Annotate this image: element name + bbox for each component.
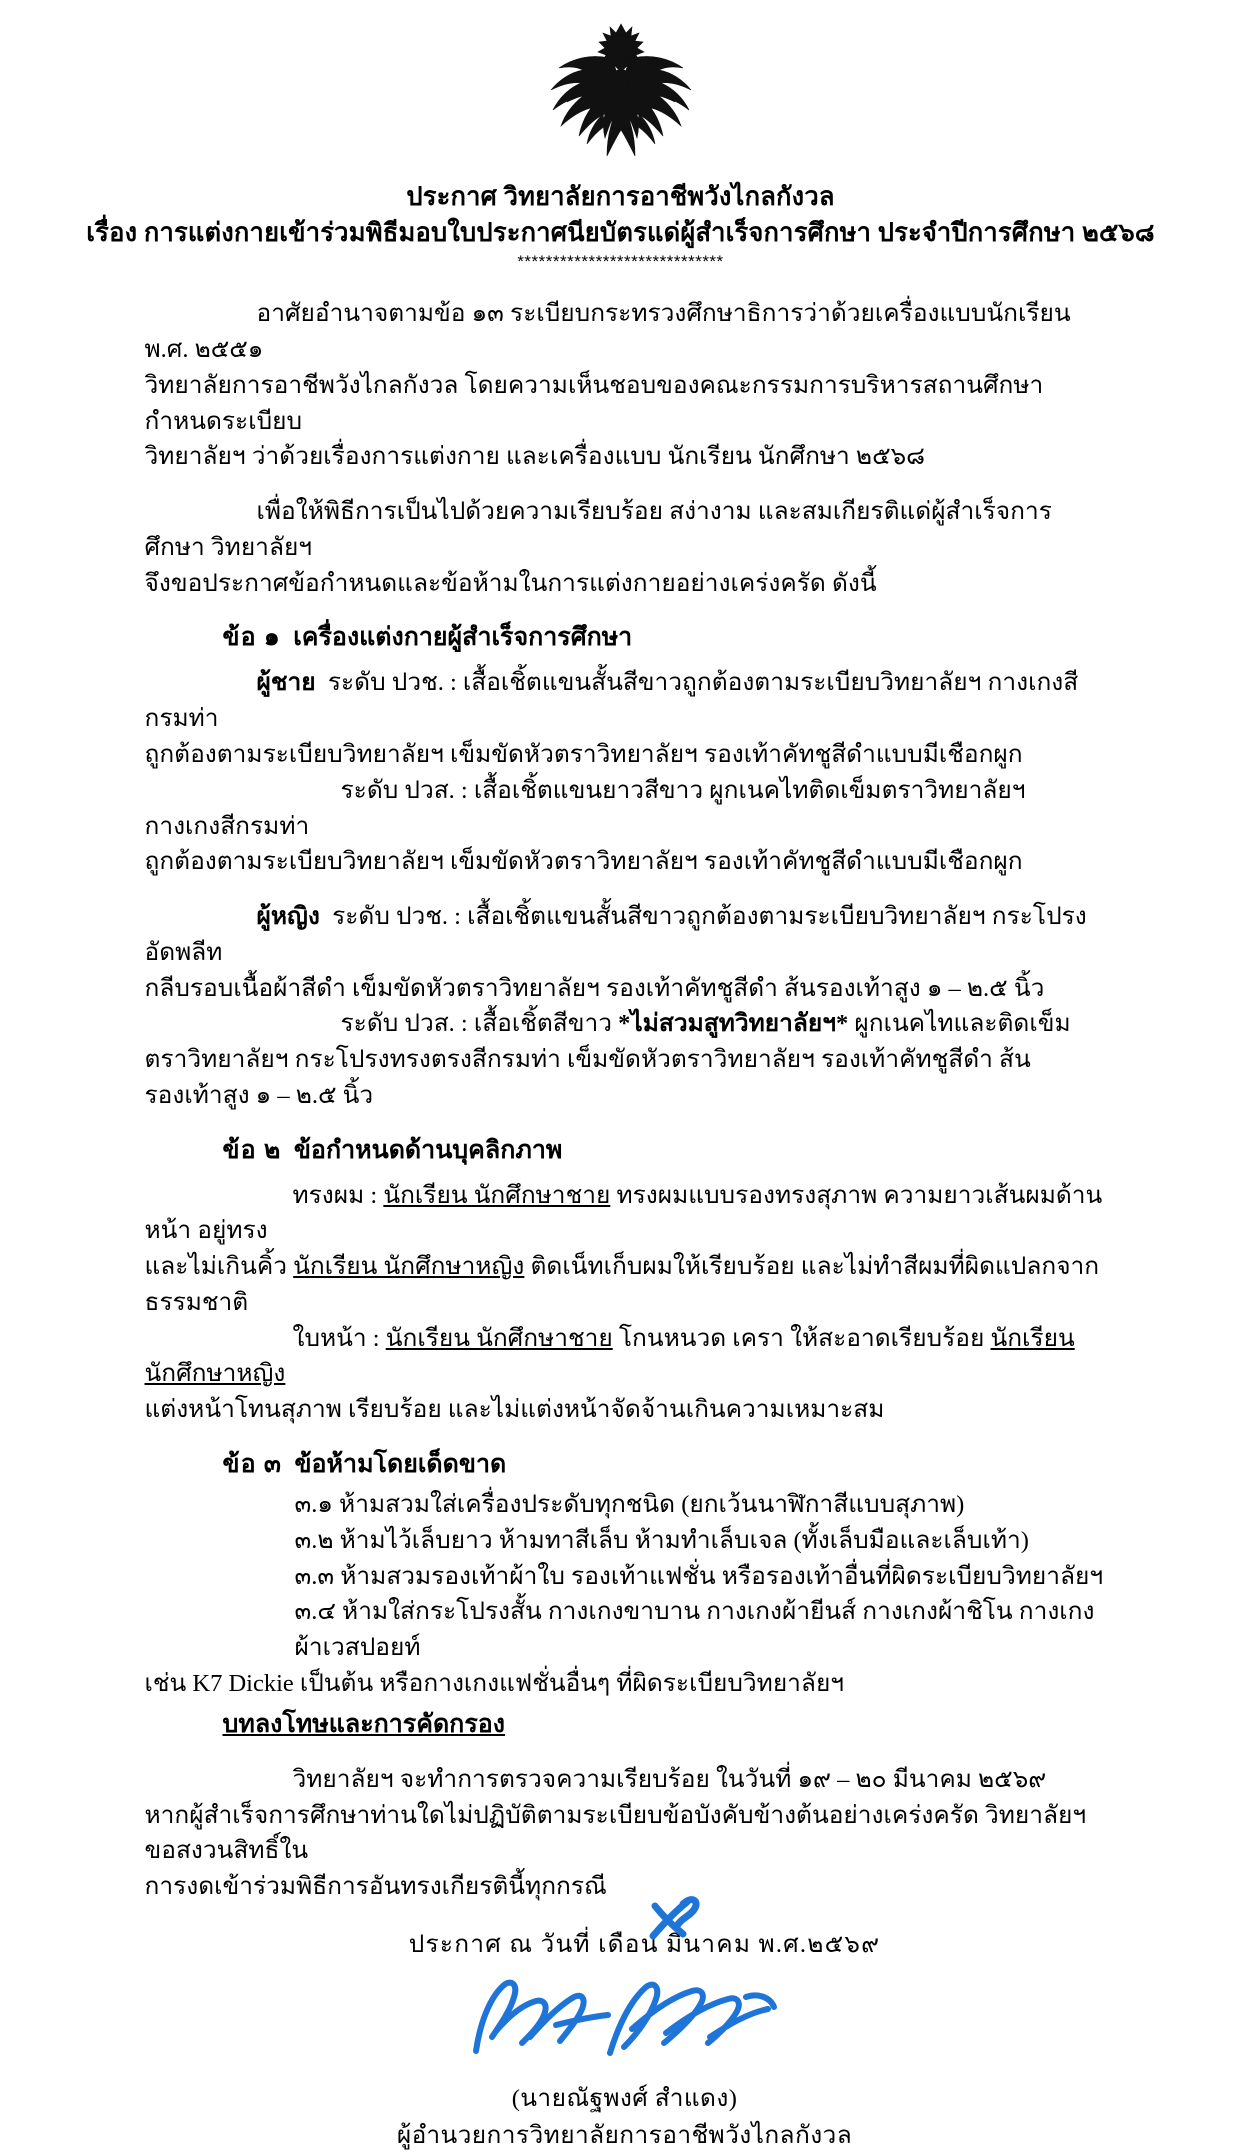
- face-female-subject: นักเรียน นักศึกษาหญิง: [144, 1324, 1075, 1388]
- section-1-number: ข้อ ๑: [222, 624, 281, 652]
- handwritten-signature: [460, 1967, 790, 2075]
- penalty-line-2: หากผู้สำเร็จการศึกษาท่านใดไม่ปฏิบัติตามระเบียบข้อบังคับข้างต้นอย่างเคร่งครัด วิทยาลัยฯ ขอสงวนสิทธิ์ใน: [144, 1801, 1087, 1865]
- intro-paragraph-1-line-2: วิทยาลัยการอาชีพวังไกลกังวล โดยความเห็นชอบของคณะกรรมการบริหารสถานศึกษา กำหนดระเบียบ: [144, 371, 1044, 435]
- title-block: [0, 180, 1241, 270]
- prohibition-item: ๓.๒ ห้ามไว้เล็บยาว ห้ามทาสีเล็บ ห้ามทำเล็บเจล (ทั้งเล็บมือและเล็บเท้า): [294, 1526, 1029, 1554]
- female-pws-line-1: ระดับ ปวส. : เสื้อเชิ้ตสีขาว *ไม่สวมสูทวิทยาลัยฯ* ผูกเนคไทและติดเข็ม: [340, 1010, 1071, 1038]
- prohibition-item-4-continuation: เช่น K7 Dickie เป็นต้น หรือกางเกงแฟชั่นอื่นๆ ที่ผิดระเบียบวิทยาลัยฯ: [144, 1669, 845, 1697]
- hair-male-subject: นักเรียน นักศึกษาชาย: [383, 1181, 611, 1209]
- male-label: ผู้ชาย: [256, 669, 316, 697]
- handwritten-date-mark: [643, 1890, 703, 1946]
- face-line-2: แต่งหน้าโทนสุภาพ เรียบร้อย และไม่แต่งหน้าจัดจ้านเกินความเหมาะสม: [144, 1396, 885, 1424]
- garuda-emblem: [533, 18, 709, 166]
- section-3-title: ข้อห้ามโดยเด็ดขาด: [294, 1450, 507, 1478]
- signer-name: (นายณัฐพงศ์ สำแดง): [511, 2084, 738, 2112]
- intro-paragraph-2-line-2: จึงขอประกาศข้อกำหนดและข้อห้ามในการแต่งกายอย่างเคร่งครัด ดังนี้: [144, 569, 877, 597]
- document-subject: เรื่อง การแต่งกายเข้าร่วมพิธีมอบใบประกาศนียบัตรแด่ผู้สำเร็จการศึกษา ประจำปีการศึกษา ๒๕๖๘: [86, 217, 1155, 247]
- page-title: ประกาศ วิทยาลัยการอาชีพวังไกลกังวล: [406, 182, 835, 211]
- announcement-date-line: ประกาศ ณ วันที่ เดือน มีนาคม พ.ศ.๒๕๖๙: [145, 1924, 1105, 1963]
- intro-paragraph-1-line-1: อาศัยอำนาจตามข้อ ๑๓ ระเบียบกระทรวงศึกษาธิการว่าด้วยเครื่องแบบนักเรียน พ.ศ. ๒๕๕๑: [144, 300, 1071, 364]
- intro-paragraph-2-line-1: เพื่อให้พิธีการเป็นไปด้วยความเรียบร้อย สง่างาม และสมเกียรติแด่ผู้สำเร็จการศึกษา วิทยาลัยฯ: [144, 498, 1052, 561]
- section-3-number: ข้อ ๓: [222, 1450, 282, 1478]
- section-2-heading: [145, 1133, 1105, 1168]
- male-pwch-line-2: ถูกต้องตามระเบียบวิทยาลัยฯ เข็มขัดหัวตราวิทยาลัยฯ รองเท้าคัทชูสีดำแบบมีเชือกผูก: [144, 740, 1023, 768]
- prohibition-item: ๓.๔ ห้ามใส่กระโปรงสั้น กางเกงขาบาน กางเกงผ้ายีนส์ กางเกงผ้าชิโน กางเกงผ้าเวสปอยท์: [294, 1598, 1095, 1662]
- face-line-1: ใบหน้า : นักเรียน นักศึกษาชาย โกนหนวด เครา ให้สะอาดเรียบร้อย นักเรียน นักศึกษาหญิง: [144, 1324, 1075, 1388]
- section-2-number: ข้อ ๒: [222, 1136, 282, 1164]
- hairstyle-line-1: ทรงผม : นักเรียน นักศึกษาชาย ทรงผมแบบรองทรงสุภาพ ความยาวเส้นผมด้านหน้า อยู่ทรง: [144, 1181, 1103, 1245]
- signature-area: [145, 1963, 1105, 2081]
- male-pwch-line-1: ผู้ชาย ระดับ ปวช. : เสื้อเชิ้ตแขนสั้นสีขาวถูกต้องตามระเบียบวิทยาลัยฯ กางเกงสีกรมท่า: [144, 669, 1079, 733]
- prohibition-item: ๓.๑ ห้ามสวมใส่เครื่องประดับทุกชนิด (ยกเว้นนาฬิกาสีแบบสุภาพ): [294, 1490, 965, 1518]
- male-pws-line-2: ถูกต้องตามระเบียบวิทยาลัยฯ เข็มขัดหัวตราวิทยาลัยฯ รองเท้าคัทชูสีดำแบบมีเชือกผูก: [144, 848, 1023, 876]
- section-2-title: ข้อกำหนดด้านบุคลิกภาพ: [293, 1136, 563, 1164]
- section-3-heading: [145, 1447, 1105, 1482]
- signer-role: ผู้อำนวยการวิทยาลัยการอาชีพวังไกลกังวล: [396, 2121, 853, 2149]
- section-1-title: เครื่องแต่งกายผู้สำเร็จการศึกษา: [293, 624, 633, 652]
- male-pws-line-1: ระดับ ปวส. : เสื้อเชิ้ตแขนยาวสีขาว ผูกเนคไทติดเข็มตราวิทยาลัยฯ กางเกงสีกรมท่า: [144, 776, 1026, 840]
- female-pwch-line-2: กลีบรอบเนื้อผ้าสีดำ เข็มขัดหัวตราวิทยาลัยฯ รองเท้าคัทชูสีดำ ส้นรองเท้าสูง ๑ – ๒.๕ นิ้ว: [144, 974, 1045, 1002]
- prohibition-item: ๓.๓ ห้ามสวมรองเท้าผ้าใบ รองเท้าแฟชั่น หรือรองเท้าอื่นที่ผิดระเบียบวิทยาลัยฯ: [294, 1562, 1104, 1590]
- document-body: [137, 270, 1105, 2154]
- asterisk-divider: *****************************: [517, 252, 724, 272]
- female-pws-line-2: ตราวิทยาลัยฯ กระโปรงทรงตรงสีกรมท่า เข็มขัดหัวตราวิทยาลัยฯ รองเท้าคัทชูสีดำ ส้นรองเท้าสูง ๑ – ๒.๕ นิ้ว: [144, 1046, 1031, 1109]
- hairstyle-line-2: และไม่เกินคิ้ว นักเรียน นักศึกษาหญิง ติดเน็ทเก็บผมให้เรียบร้อย และไม่ทำสีผมที่ผิดแปลกจากธรรมชาติ: [144, 1253, 1100, 1316]
- emblem-container: [0, 0, 1241, 166]
- penalty-line-3: การงดเข้าร่วมพิธีการอันทรงเกียรตินี้ทุกกรณี: [144, 1873, 607, 1901]
- face-male-subject: นักเรียน นักศึกษาชาย: [385, 1324, 613, 1352]
- hair-female-subject: นักเรียน นักศึกษาหญิง: [293, 1253, 525, 1281]
- no-suit-emphasis: *ไม่สวมสูทวิทยาลัยฯ*: [618, 1010, 849, 1038]
- section-1-heading: [145, 620, 1105, 655]
- intro-paragraph-1-line-3: วิทยาลัยฯ ว่าด้วยเรื่องการแต่งกาย และเครื่องแบบ นักเรียน นักศึกษา ๒๕๖๘: [144, 443, 926, 471]
- penalty-heading: บทลงโทษและการคัดกรอง: [222, 1710, 505, 1738]
- female-label: ผู้หญิง: [256, 903, 320, 931]
- penalty-line-1: วิทยาลัยฯ จะทำการตรวจความเรียบร้อย ในวันที่ ๑๙ – ๒๐ มีนาคม ๒๕๖๙: [292, 1765, 1047, 1793]
- female-pwch-line-1: ผู้หญิง ระดับ ปวช. : เสื้อเชิ้ตแขนสั้นสีขาวถูกต้องตามระเบียบวิทยาลัยฯ กระโปรงอัดพลีท: [144, 903, 1087, 966]
